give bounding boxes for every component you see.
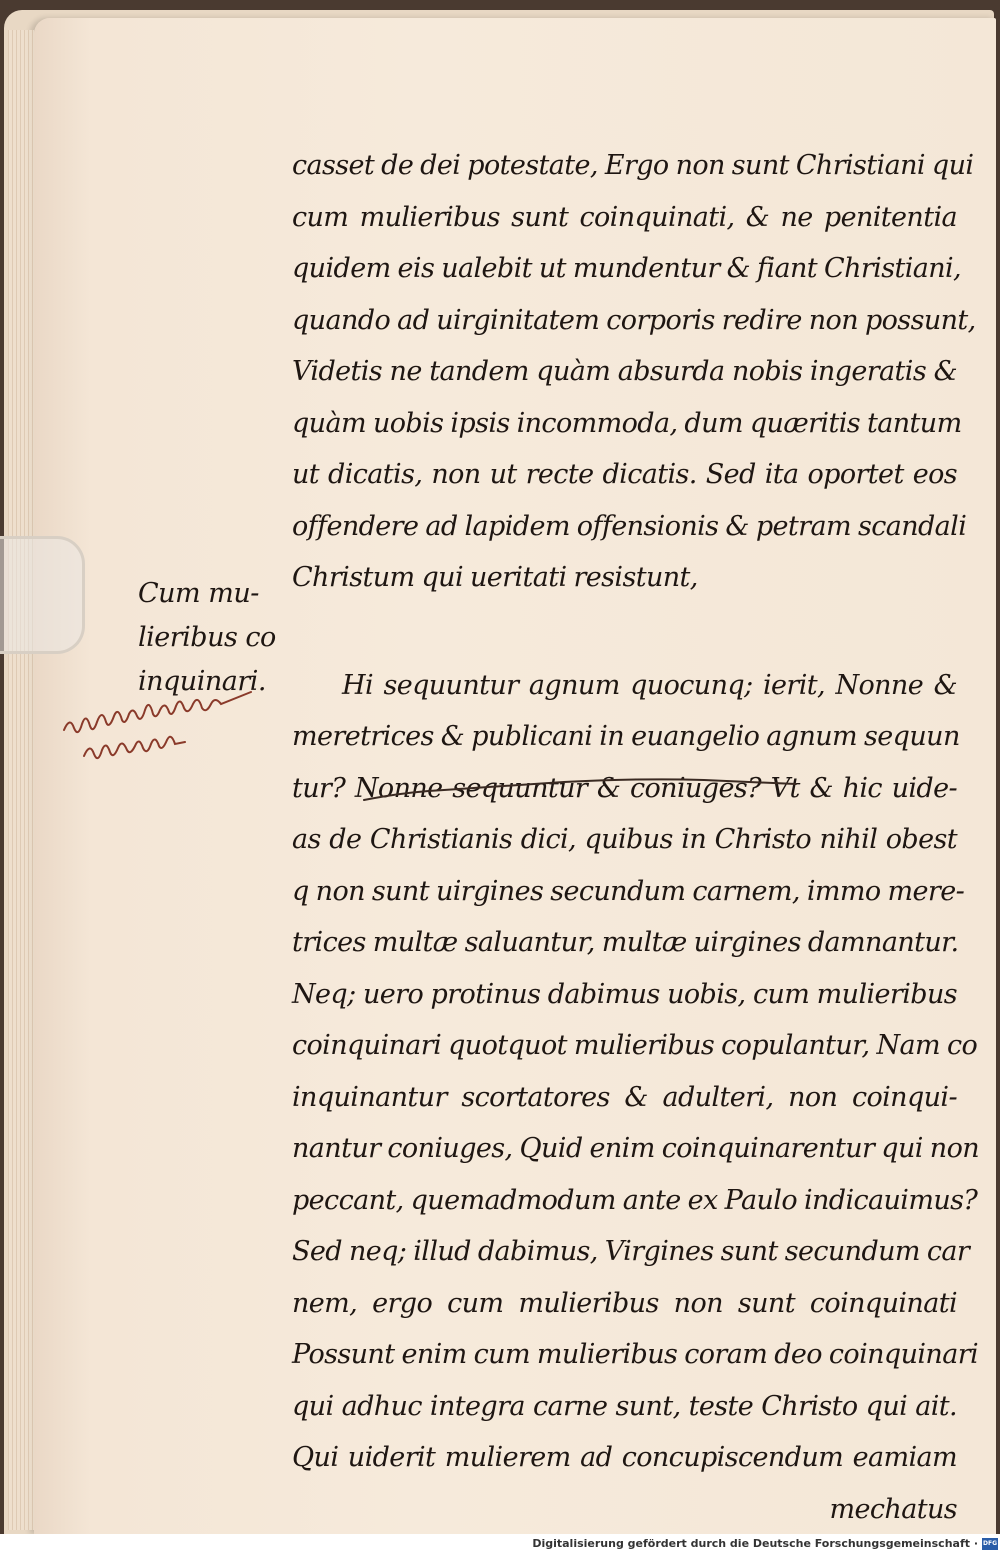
text-line: tur? Nonne sequuntur & coniuges? Vt & hic uide-: [292, 772, 957, 804]
dfg-logo: DFG: [982, 1538, 998, 1550]
text-line: nantur coniuges, Quid enim coinquinarentur qui non: [292, 1133, 980, 1164]
margin-note-line: Cum mu-: [138, 578, 259, 609]
main-text-block: [292, 140, 980, 1534]
text-line: offendere ad lapidem offensionis & petram scandali: [292, 510, 967, 542]
text-line: Neq; uero protinus dabimus uobis, cum mulieribus: [292, 978, 957, 1010]
text-line: nem, ergo cum mulieribus non sunt coinquinati: [292, 1287, 957, 1319]
catchword: mechatus: [829, 1493, 957, 1525]
footer-credit: Digitalisierung gefördert durch die Deutsche Forschungsgemeinschaft ·: [532, 1537, 978, 1550]
text-line: quàm uobis ipsis incommoda, dum quæritis tantum: [292, 407, 962, 439]
paragraph-1: [292, 140, 976, 604]
margin-note-line: lieribus co: [138, 622, 276, 653]
text-line: q non sunt uirgines secundum carnem, immo mere-: [292, 875, 965, 907]
handwritten-underline: [360, 770, 800, 810]
text-line: ut dicatis, non ut recte dicatis. Sed ita oportet eos: [292, 459, 957, 490]
margin-note: [138, 572, 276, 704]
page-clip: [0, 536, 85, 654]
underline-stroke: [364, 779, 796, 800]
text-line: qui adhuc integra carne sunt, teste Christo qui ait.: [292, 1390, 957, 1422]
text-line: meretrices & publicani in euangelio agnum sequun: [292, 721, 960, 752]
text-line: cum mulieribus sunt coinquinati, & ne penitentia: [292, 201, 957, 233]
text-line: coinquinari quotquot mulieribus copulantur, Nam co: [292, 1030, 978, 1061]
handwritten-annotation: [60, 690, 300, 770]
paragraph-gap: [292, 604, 957, 660]
text-line: Christum qui ueritati resistunt,: [292, 562, 698, 593]
text-line: Possunt enim cum mulieribus coram deo coinquinari: [292, 1339, 979, 1370]
text-line: as de Christianis dici, quibus in Christo nihil obest: [292, 824, 957, 855]
text-line: Hi sequuntur agnum quocunq; ierit, Nonne &: [342, 669, 957, 701]
page-edges: [8, 30, 34, 1530]
footer-bar: [0, 1534, 1000, 1556]
text-line: quidem eis ualebit ut mundentur & fiant Christiani,: [292, 253, 962, 284]
text-line: trices multæ saluantur, multæ uirgines damnantur.: [292, 927, 959, 958]
text-line: Videtis ne tandem quàm absurda nobis ingeratis &: [292, 356, 957, 387]
text-line: inquinantur scortatores & adulteri, non coinqui-: [292, 1081, 957, 1113]
text-line: Sed neq; illud dabimus, Virgines sunt secundum car: [292, 1236, 970, 1267]
text-line: casset de dei potestate, Ergo non sunt Christiani qui: [292, 150, 974, 181]
margin-note-line: inquinari.: [138, 666, 266, 697]
annotation-line-1: [64, 692, 251, 732]
text-line: Qui uiderit mulierem ad concupiscendum eamiam: [292, 1442, 957, 1473]
text-line: peccant, quemadmodum ante ex Paulo indicauimus?: [292, 1184, 978, 1216]
annotation-line-2: [84, 737, 185, 758]
text-line: quando ad uirginitatem corporis redire non possunt,: [292, 304, 976, 336]
